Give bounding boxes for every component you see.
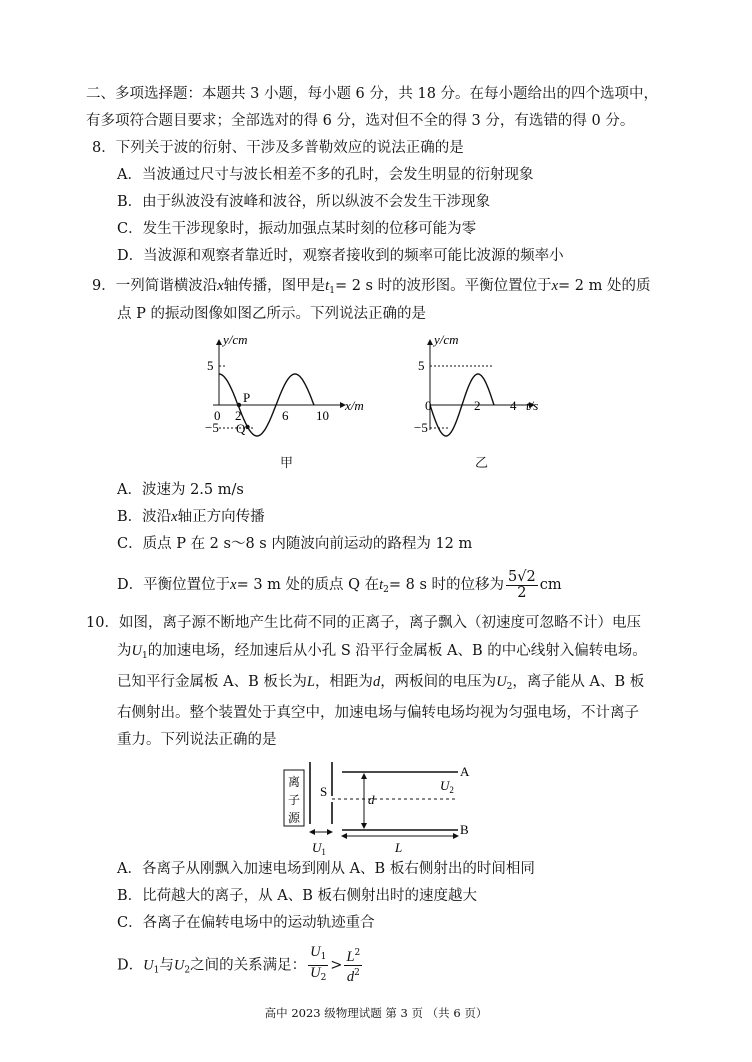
section-header-line1: 二、多项选择题：本题共 3 小题，每小题 6 分，共 18 分。在每小题给出的四个选项中， [86,86,659,102]
gap-d-label: d [368,792,375,807]
voltage-ratio-fraction: $\frac{U_1}{U_2}$ [310,944,327,983]
q8-option-d: D．当波源和观察者靠近时，观察者接收到的频率可能比波源的频率小 [117,248,564,264]
q8-option-c: C．发生干涉现象时，振动加强点某时刻的位移可能为零 [117,221,477,237]
point-q-dot [245,425,249,429]
q8-stem: 8．下列关于波的衍射、干涉及多普勒效应的说法正确的是 [92,140,464,156]
point-q-label: Q [236,421,246,436]
u2-label: $U_2$ [440,778,454,795]
jia-x-label: x/m [345,398,364,413]
q10-option-c: C．各离子在偏转电场中的运动轨迹重合 [117,915,375,931]
q9-option-c: C．质点 P 在 2 s～8 s 内随波向前运动的路程为 12 m [117,536,473,552]
jia-y-label: y/cm [223,332,248,347]
displacement-fraction: $\frac{5√2}{2}$ [508,568,536,601]
q9-option-d: D．平衡位置位于x= 3 m 处的质点 Q 在$t_2= 8$ s 时的位移为 $\frac{5√2}{2}$ cm [117,568,562,601]
wave-graph-jia [205,330,375,440]
length-l-label: L [395,840,403,855]
jia-tick-10: 10 [316,408,329,423]
yi-y-bottom: −5 [414,420,428,435]
q9-option-b: B．波沿x轴正方向传播 [117,509,265,525]
jia-tick-2: 2 [235,408,242,423]
yi-y-top: 5 [418,358,425,373]
q9-option-a: A．波速为 2.5 m/s [117,482,244,498]
q10-stem-line4: 右侧射出。整个装置处于真空中，加速电场与偏转电场均视为匀强电场，不计离子 [117,705,639,721]
ion-source-char-1: 离 [288,775,301,789]
q10-stem-line2: 为$U_1$的加速电场，经加速后从小孔 S 沿平行金属板 A、B 的中心线射入偏转电场。 [117,643,647,661]
ion-source-char-2: 子 [288,793,301,807]
q10-stem-line3: 已知平行金属板 A、B 板长为L，相距为d，两板间的电压为$U_2$，离子能从 A、B 板 [117,674,645,692]
length-ratio-fraction: $\frac{L^2}{d^2}$ [346,948,361,985]
figure-caption-yi: 乙 [475,456,489,471]
page-footer: 高中 2023 级物理试题 第 3 页 （共 6 页） [264,1006,488,1020]
jia-y-bottom: −5 [205,420,219,435]
q8-option-b: B．由于纵波没有波峰和波谷，所以纵波不会发生干涉现象 [117,194,491,210]
figure-caption-jia: 甲 [280,456,294,471]
ion-source-char-3: 源 [288,811,301,825]
jia-origin: 0 [214,408,221,423]
q10-stem-line1: 10．如图，离子源不断地产生比荷不同的正离子，离子飘入（初速度可忽略不计）电压 [86,615,641,631]
plate-a-label: A [460,764,470,779]
yi-y-label: y/cm [434,332,459,347]
q10-option-d: D．$U_1$与$U_2$之间的关系满足： $\frac{U_1}{U_2}$ > $\frac{L^2}{d^2}$ [117,944,361,985]
ion-deflection-diagram [280,760,480,858]
jia-tick-6: 6 [282,408,289,423]
yi-origin: 0 [425,398,432,413]
hole-s-label: S [320,784,328,799]
q9-stem-line2: 点 P 的振动图像如图乙所示。下列说法正确的是 [117,306,426,322]
q8-option-a: A．当波通过尺寸与波长相差不多的孔时，会发生明显的衍射现象 [117,167,534,183]
q10-stem-line5: 重力。下列说法正确的是 [117,732,277,748]
q10-option-b: B．比荷越大的离子，从 A、B 板右侧射出时的速度越大 [117,888,477,904]
plate-b-label: B [460,822,469,837]
q10-option-a: A．各离子从刚飘入加速电场到刚从 A、B 板右侧射出的时间相同 [117,861,535,877]
point-p-dot [237,403,241,407]
vibration-graph-yi [410,330,540,440]
yi-tick-4: 4 [510,398,517,413]
point-p-label: P [243,390,251,405]
jia-y-top: 5 [207,358,214,373]
q9-stem-line1: 9．一列简谐横波沿x轴传播，图甲是$t_1= 2$ s 时的波形图。平衡位置位于x= 2 m 处的质 [92,278,651,296]
section-header-line2: 有多项符合题目要求；全部选对的得 6 分，选对但不全的得 3 分，有选错的得 0 分。 [86,113,635,129]
u1-label: $U_1$ [312,840,326,857]
yi-x-label: t/s [526,398,539,413]
yi-tick-2: 2 [474,398,481,413]
